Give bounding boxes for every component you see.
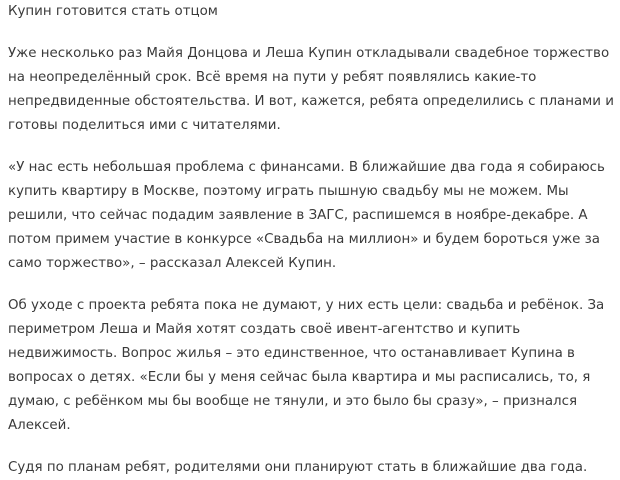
text-line: непредвиденные обстоятельства. И вот, кажется, ребята определились с планами и bbox=[8, 94, 614, 109]
paragraph-1 bbox=[8, 42, 616, 138]
text-line: периметром Леша и Майя хотят создать своё ивент-агентство и купить bbox=[8, 322, 521, 337]
text-line: Уже несколько раз Майя Донцова и Леша Купин откладывали свадебное торжество bbox=[8, 46, 610, 61]
text-line: «У нас есть небольшая проблема с финансами. В ближайшие два года я собираюсь bbox=[8, 160, 605, 175]
text-line: потом примем участие в конкурсе «Свадьба на миллион» и будем бороться уже за bbox=[8, 232, 600, 247]
text-line: купить квартиру в Москве, поэтому играть пышную свадьбу мы не можем. Мы bbox=[8, 184, 569, 199]
text-line: на неопределённый срок. Всё время на пути у ребят появлялись какие-то bbox=[8, 70, 537, 85]
paragraph-gap bbox=[8, 438, 616, 456]
paragraph-gap bbox=[8, 24, 616, 42]
paragraph-3 bbox=[8, 294, 616, 438]
text-line: думаю, с ребёнком мы бы вообще не тянули, и это было бы сразу», – признался bbox=[8, 394, 578, 409]
text-line: Алексей. bbox=[8, 418, 71, 433]
paragraph-4 bbox=[8, 456, 616, 480]
text-line: вопросах о детях. «Если бы у меня сейчас была квартира и мы расписались, то, я bbox=[8, 370, 591, 385]
text-line: само торжество», – рассказал Алексей Купин. bbox=[8, 256, 337, 271]
text-line: Судя по планам ребят, родителями они планируют стать в ближайшие два года. bbox=[8, 460, 588, 475]
text-line: решили, что сейчас подадим заявление в ЗАГС, распишемся в ноябре-декабре. А bbox=[8, 208, 588, 223]
paragraph-gap bbox=[8, 138, 616, 156]
article bbox=[8, 0, 616, 480]
text-line: Об уходе с проекта ребята пока не думают, у них есть цели: свадьба и ребёнок. За bbox=[8, 298, 605, 313]
paragraph-gap bbox=[8, 276, 616, 294]
text-line: готовы поделиться ими с читателями. bbox=[8, 118, 281, 133]
text-line: недвижимость. Вопрос жилья – это единственное, что останавливает Купина в bbox=[8, 346, 575, 361]
article-title: Купин готовится стать отцом bbox=[8, 4, 218, 19]
paragraph-2 bbox=[8, 156, 616, 276]
